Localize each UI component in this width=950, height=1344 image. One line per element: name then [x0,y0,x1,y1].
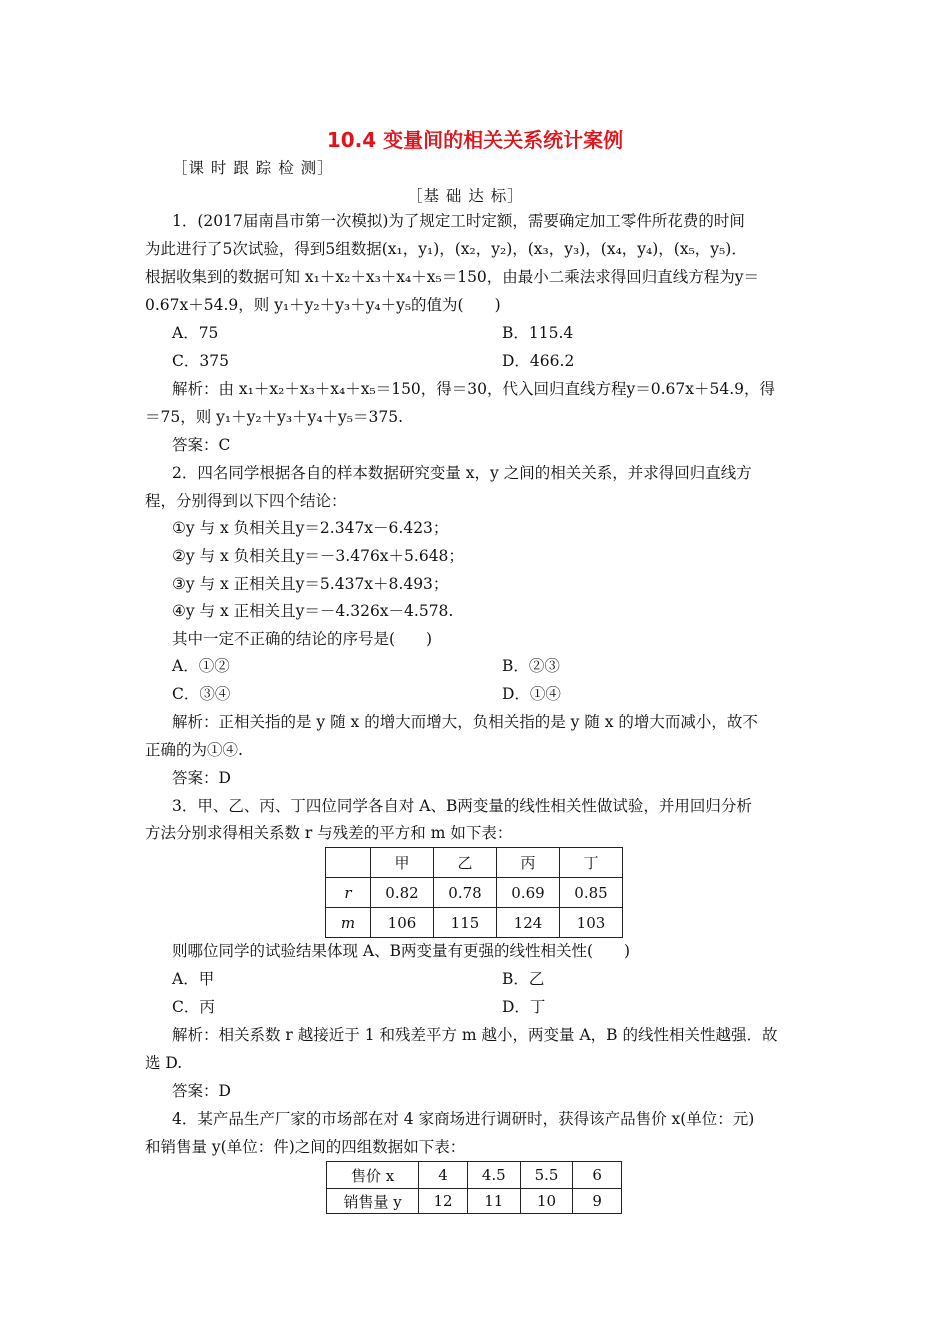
q3-solution-1: 解析：相关系数 r 越接近于 1 和残差平方 m 越小，两变量 A，B 的线性相关性越强．故 [172,1026,778,1044]
q4-line-1: 4．某产品生产厂家的市场部在对 4 家商场进行调研时，获得该产品售价 x(单位：元) [172,1110,755,1128]
q1-line-1: 1．(2017届南昌市第一次模拟)为了规定工时定额，需要确定加工零件所花费的时间 [172,212,745,230]
q2-conclusion-1: ①y 与 x 负相关且y＝2.347x－6.423； [172,519,449,537]
q3-option-b: B．乙 [502,970,545,988]
table-row [326,848,623,878]
q4-line-2: 和销售量 y(单位：件)之间的四组数据如下表： [145,1138,466,1156]
q1-line-4: 0.67x＋54.9，则 y₁＋y₂＋y₃＋y₄＋y₅的值为( ) [145,296,501,314]
q3-answer: 答案：D [172,1082,231,1100]
q3-line-1: 3．甲、乙、丙、丁四位同学各自对 A、B两变量的线性相关性做试验，并用回归分析 [172,797,752,815]
table-cell: 6 [573,1162,622,1189]
q3-solution-2: 选 D. [145,1054,183,1072]
q2-line-2: 程，分别得到以下四个结论： [145,492,347,510]
q2-conclusion-2: ②y 与 x 负相关且y＝－3.476x＋5.648； [172,547,464,565]
page-title: 10.4 变量间的相关关系统计案例 [326,128,624,152]
q2-line-1: 2．四名同学根据各自的样本数据研究变量 x，y 之间的相关关系，并求得回归直线方 [172,464,752,482]
q1-answer: 答案：C [172,436,231,454]
table-cell: 106 [371,908,434,938]
table-cell: 0.69 [497,878,560,908]
q2-ask: 其中一定不正确的结论的序号是( ) [172,630,433,648]
table-cell: 124 [497,908,560,938]
table-row-label: m [326,908,371,938]
table-cell: 0.85 [560,878,623,908]
table-header-cell: 丙 [497,848,560,878]
q3-option-a: A．甲 [172,970,215,988]
q3-table [325,847,623,938]
q1-line-2: 为此进行了5次试验，得到5组数据(x₁，y₁)，(x₂，y₂)，(x₃，y₃)，(x₄，y₄)，(x₅，y₅)． [145,240,747,258]
table-cell: 4 [419,1162,468,1189]
table-row-label: r [326,878,371,908]
table-cell: 10 [520,1189,573,1214]
section-heading: ［基 础 达 标］ [407,187,524,205]
table-row [327,1162,622,1189]
table-header-cell: 甲 [371,848,434,878]
q1-line-3: 根据收集到的数据可知 x₁＋x₂＋x₃＋x₄＋x₅＝150，由最小二乘法求得回归直线方程为y＝ [145,268,760,286]
table-cell: 115 [434,908,497,938]
q2-option-d: D．①④ [502,685,561,703]
q2-option-a: A．①② [172,657,230,675]
q4-table [326,1161,622,1214]
table-cell: 103 [560,908,623,938]
q1-option-b: B．115.4 [502,324,574,342]
table-row [326,908,623,938]
q2-conclusion-4: ④y 与 x 正相关且y＝－4.326x－4.578. [172,602,454,620]
q3-line-2: 方法分别求得相关系数 r 与残差的平方和 m 如下表： [145,824,513,842]
q2-option-c: C．③④ [172,685,231,703]
q1-solution-1: 解析：由 x₁＋x₂＋x₃＋x₄＋x₅＝150，得＝30，代入回归直线方程y＝0.67x＋54.9，得 [172,380,776,398]
table-cell: 12 [419,1189,468,1214]
q1-option-d: D．466.2 [502,352,575,370]
q2-solution-1: 解析：正相关指的是 y 随 x 的增大而增大，负相关指的是 y 随 x 的增大而减小，故不 [172,713,758,731]
q1-option-a: A．75 [172,324,219,342]
q3-option-c: C．丙 [172,998,215,1016]
table-row [327,1189,622,1214]
table-header-cell [326,848,371,878]
table-row [326,878,623,908]
table-cell: 9 [573,1189,622,1214]
q2-option-b: B．②③ [502,657,560,675]
table-cell: 5.5 [520,1162,573,1189]
q3-option-d: D．丁 [502,998,546,1016]
subtitle: ［课 时 跟 踪 检 测］ [172,159,334,177]
table-row-label: 售价 x [327,1162,419,1189]
table-cell: 0.82 [371,878,434,908]
q2-answer: 答案：D [172,769,231,787]
table-cell: 4.5 [467,1162,520,1189]
table-header-cell: 丁 [560,848,623,878]
table-cell: 11 [467,1189,520,1214]
q2-conclusion-3: ③y 与 x 正相关且y＝5.437x＋8.493； [172,575,449,593]
q1-solution-2: ＝75，则 y₁＋y₂＋y₃＋y₄＋y₅＝375. [145,408,404,426]
table-cell: 0.78 [434,878,497,908]
q3-ask: 则哪位同学的试验结果体现 A、B两变量有更强的线性相关性( ) [172,942,631,960]
table-header-cell: 乙 [434,848,497,878]
q1-option-c: C．375 [172,352,229,370]
q2-solution-2: 正确的为①④. [145,741,243,759]
table-row-label: 销售量 y [327,1189,419,1214]
